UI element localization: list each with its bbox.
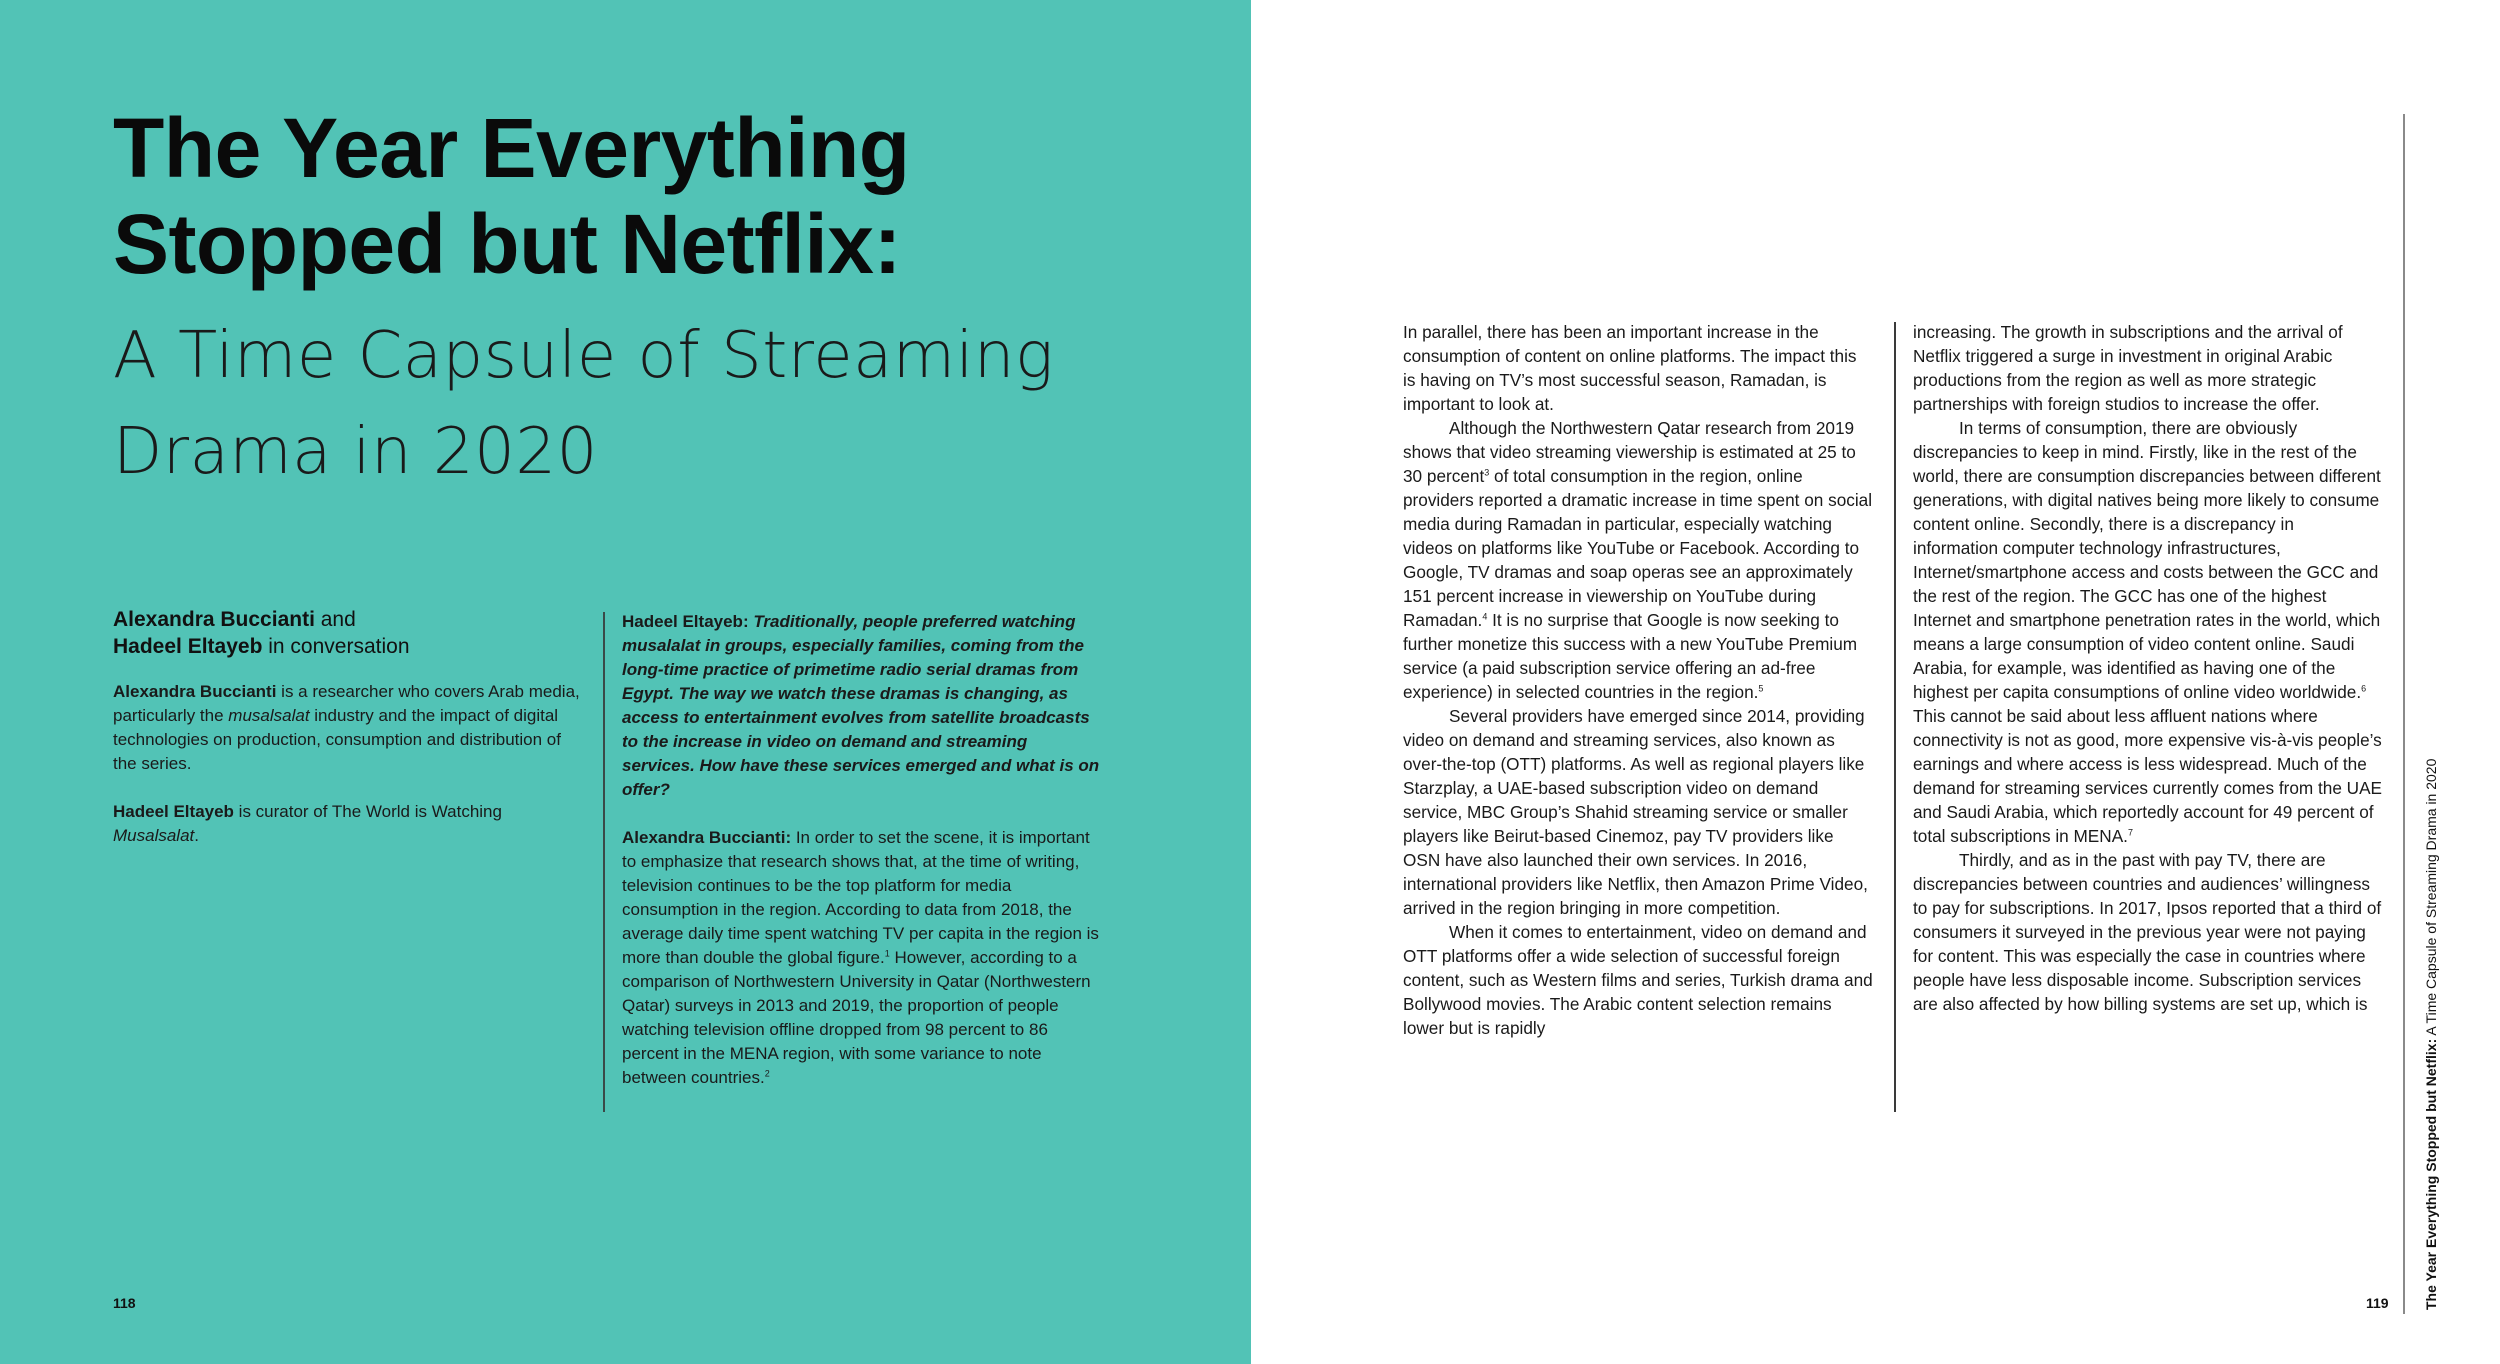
bio-emphasis: Musalsalat (113, 826, 195, 845)
article-title: The Year Everything Stopped but Netflix: (113, 101, 910, 291)
footnote-ref: 6 (2361, 683, 2367, 694)
bio-text: . (194, 826, 199, 845)
paragraph-text: In terms of consumption, there are obviously discrepancies to keep in mind. Firstly, like in the rest of the world, there are consumption discrepancies between different generations, with digital natives being more likely to consume content online. Secondly, there is a discrepancy in information computer technology infrastructures, Internet/smartphone access and costs between the GCC and the rest of the region. The GCC has one of the highest Internet and smartphone penetration rates in the world, which means a large consumption of video content online. Saudi Arabia, for example, was identified as having one of the highest per capita consumptions of online video worldwide. (1913, 418, 2381, 702)
running-head (2420, 310, 2442, 1310)
page-number-right: 119 (2366, 1295, 2389, 1311)
column-divider (1894, 322, 1896, 1112)
question-speaker: Hadeel Eltayeb: (622, 612, 749, 631)
interview-answer (622, 826, 1102, 1090)
article-subtitle: A Time Capsule of Streaming Drama in 2020 (113, 319, 1054, 489)
footnote-ref: 7 (2127, 827, 2133, 838)
bio-name: Alexandra Buccianti (113, 682, 277, 701)
body-column-2 (1913, 320, 2383, 1016)
byline-suffix: in conversation (268, 635, 410, 658)
bio-emphasis: musalsalat (228, 706, 310, 725)
footnote-ref: 3 (1484, 467, 1490, 478)
paragraph: In parallel, there has been an important increase in the consumption of content on online platforms. The impact this is having on TV’s most successful season, Ramadan, is important to look at. (1403, 322, 1857, 414)
answer-text: However, according to a comparison of Northwestern University in Qatar (Northwestern Qatar) surveys in 2013 and 2019, the proportion of people watching television offline dropped from 98 percent to 86 percent in the MENA region, with some variance to note between countries. (622, 948, 1091, 1087)
paragraph: When it comes to entertainment, video on demand and OTT platforms offer a wide selection of successful foreign content, such as Western films and series, Turkish drama and Bollywood movies. The Arabic content selection remains lower but is rapidly (1403, 922, 1873, 1038)
answer-text: In order to set the scene, it is important to emphasize that research shows that, at the time of writing, television continues to be the top platform for media consumption in the region. According to data from 2018, the average daily time spent watching TV per capita in the region is more than double the global figure. (622, 828, 1099, 967)
author-bio-2 (113, 800, 583, 848)
paragraph: Thirdly, and as in the past with pay TV, there are discrepancies between countries and audiences’ willingness to pay for subscriptions. In 2017, Ipsos reported that a third of consumers it surveyed in the previous year were not paying for content. This was especially the case in countries where people have less disposable income. Subscription services are also affected by how billing systems are set up, which is (1913, 850, 2382, 1014)
bio-text: is a researcher who covers Arab media, particularly the (113, 682, 580, 725)
interview-question (622, 610, 1102, 802)
column-divider (603, 612, 605, 1112)
bio-name: Hadeel Eltayeb (113, 802, 234, 821)
paragraph: Several providers have emerged since 2014, providing video on demand and streaming services, also known as over-the-top (OTT) platforms. As well as regional players like Starzplay, a UAE-based subscription video on demand service, MBC Group’s Shahid streaming service or smaller players like Beirut-based Cinemoz, pay TV providers like OSN have also launched their own services. In 2016, international providers like Netflix, then Amazon Prime Video, arrived in the region bringing in more competition. (1403, 706, 1868, 918)
author-name-2: Hadeel Eltayeb (113, 635, 263, 658)
interview-column (622, 610, 1102, 1090)
paragraph (1913, 416, 2383, 848)
paragraph: increasing. The growth in subscriptions and the arrival of Netflix triggered a surge in investment in original Arabic productions from the region as well as more strategic partnerships with foreign studios to increase the offer. (1913, 322, 2343, 414)
bio-text: industry and the impact of digital technologies on production, consumption and distribution of the series. (113, 706, 561, 773)
footnote-ref: 5 (1758, 683, 1764, 694)
page-number-left: 118 (113, 1295, 136, 1311)
paragraph-text: of total consumption in the region, online providers reported a dramatic increase in time spent on social media during Ramadan in particular, especially watching videos on platforms like YouTube or Facebook. According to Google, TV dramas and soap operas see an approximately 151 percent increase in viewership on YouTube during Ramadan. (1403, 466, 1873, 630)
author-connector: and (320, 608, 356, 631)
author-name-1: Alexandra Buccianti (113, 608, 315, 631)
paragraph-text: Although the Northwestern Qatar research from 2019 shows that video streaming viewership is estimated at 25 to 30 percent (1403, 418, 1856, 486)
running-head-text: A Time Capsule of Streaming Drama in 2020 (2423, 758, 2439, 1039)
footnote-ref: 1 (884, 948, 890, 959)
question-text: Traditionally, people preferred watching musalalat in groups, especially families, coming from the long-time practice of primetime radio serial dramas from Egypt. The way we watch these dramas is changing, as access to entertainment evolves from satellite broadcasts to the increase in video on demand and streaming services. How have these services emerged and what is on offer? (622, 612, 1100, 799)
paragraph-text: It is no surprise that Google is now seeking to further monetize this success with a new YouTube Premium service (a paid subscription service offering an ad-free experience) in selected countries in the region. (1403, 610, 1858, 702)
running-head-bold: The Year Everything Stopped but Netflix: (2423, 1038, 2439, 1310)
paragraph (1403, 416, 1873, 704)
footnote-ref: 4 (1482, 611, 1488, 622)
body-column-1 (1403, 320, 1873, 1040)
author-bio-1 (113, 680, 583, 776)
margin-rule (2403, 114, 2405, 1314)
footnote-ref: 2 (764, 1068, 770, 1079)
bio-text: is curator of The World is Watching (233, 802, 502, 821)
authors-byline (113, 606, 583, 660)
paragraph-text: This cannot be said about less affluent nations where connectivity is not as good, more expensive vis-à-vis people’s earnings and where access is less widespread. Much of the demand for streaming services currently comes from the UAE and Saudi Arabia, which reportedly account for 49 percent of total subscriptions in MENA. (1913, 706, 2383, 846)
answer-speaker: Alexandra Buccianti: (622, 828, 792, 847)
